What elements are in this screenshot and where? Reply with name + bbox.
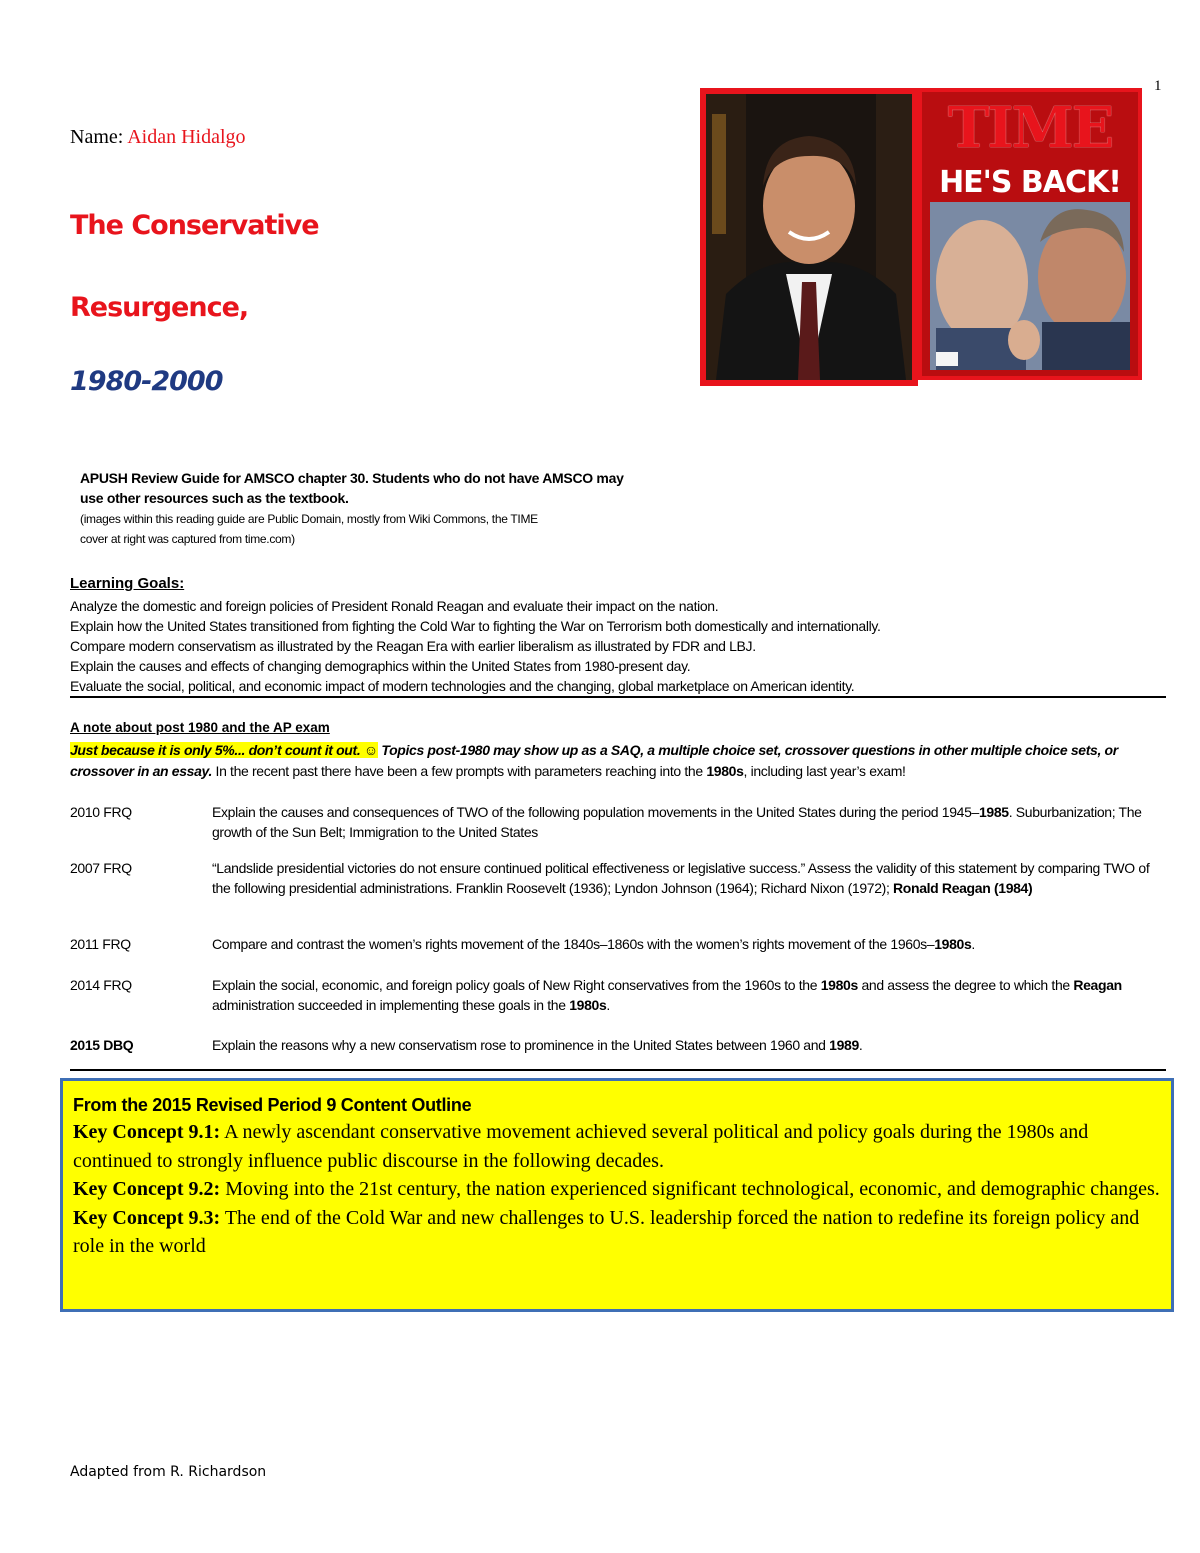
name-label: Name:	[70, 126, 124, 148]
key-concept: Key Concept 9.2: Moving into the 21st century, the nation experienced significant technological, economic, and demographic changes.	[73, 1178, 1160, 1200]
student-name: Aidan Hidalgo	[127, 126, 246, 148]
reagan-portrait	[700, 88, 918, 386]
image-credit	[80, 509, 640, 549]
learning-goal: Explain how the United States transitioned from fighting the Cold War to fighting the War on Terrorism both domestically and internationally.	[70, 618, 881, 634]
content-outline-box	[60, 1078, 1174, 1312]
note-paragraph	[70, 740, 1170, 782]
frq-prompt: Explain the reasons why a new conservatism rose to prominence in the United States between 1960 and 1989.	[212, 1037, 863, 1053]
reagan-portrait-illustration	[706, 94, 912, 380]
learning-goals-heading: Learning Goals:	[70, 575, 185, 592]
learning-goal: Explain the causes and effects of changing demographics within the United States from 1980-present day.	[70, 658, 691, 674]
note-heading: A note about post 1980 and the AP exam	[70, 720, 330, 735]
credit-line-1: (images within this reading guide are Public Domain, mostly from Wiki Commons, the TIME	[80, 512, 538, 526]
note-rest-bold: 1980s	[706, 763, 744, 779]
frq-label: 2015 DBQ	[70, 1037, 134, 1053]
time-magazine-cover	[918, 88, 1142, 380]
learning-goal: Analyze the domestic and foreign policies of President Ronald Reagan and evaluate their impact on the nation.	[70, 598, 719, 614]
frq-prompt: Explain the social, economic, and foreign policy goals of New Right conservatives from the 1960s to the 1980s and assess the degree to which the Reagan administration succeeded in implementing these goals in the 1980s.	[212, 977, 1122, 1013]
time-masthead: TIME	[947, 95, 1113, 161]
frq-label: 2014 FRQ	[70, 977, 132, 993]
student-name-line	[70, 126, 246, 149]
frq-prompt: “Landslide presidential victories do not ensure continued political effectiveness or legislative success.” Assess the validity of this statement by comparing TWO of the following presidential administrations. Franklin Roosevelt (1936); Lyndon Johnson (1964); Richard Nixon (1972); Ronald Reagan (1984)	[212, 860, 1150, 896]
section-divider	[70, 1069, 1166, 1071]
review-line-2: use other resources such as the textbook.	[80, 490, 349, 506]
content-outline-heading: From the 2015 Revised Period 9 Content Outline	[73, 1095, 472, 1115]
review-intro	[80, 468, 680, 508]
frq-prompt: Explain the causes and consequences of TWO of the following population movements in the United States during the period 1945–1985. Suburbanization; The growth of the Sun Belt; Immigration to the United States	[212, 804, 1142, 840]
learning-goal: Compare modern conservatism as illustrated by the Reagan Era with earlier liberalism as illustrated by FDR and LBJ.	[70, 638, 756, 654]
time-headline: HE'S BACK!	[939, 165, 1121, 200]
key-concept: Key Concept 9.3: The end of the Cold War and new challenges to U.S. leadership forced the nation to redefine its foreign policy and role in the world	[73, 1206, 1140, 1257]
frq-label: 2010 FRQ	[70, 804, 132, 820]
frq-label: 2007 FRQ	[70, 860, 132, 876]
title-line-2: Resurgence,	[70, 292, 249, 323]
note-rest: In the recent past there have been a few prompts with parameters reaching into the	[211, 763, 707, 779]
learning-goal: Evaluate the social, political, and economic impact of modern technologies and the changing, global marketplace on American identity.	[70, 678, 855, 694]
page-number: 1	[1154, 78, 1162, 94]
learning-goals-list	[70, 596, 1170, 696]
section-divider	[70, 696, 1166, 698]
review-line-1: APUSH Review Guide for AMSCO chapter 30. Students who do not have AMSCO may	[80, 470, 624, 486]
note-rest-end: , including last year’s exam!	[743, 763, 906, 779]
credit-line-2: cover at right was captured from time.com)	[80, 532, 295, 546]
note-emphasis: Topics post-1980 may show up as a SAQ, a multiple choice set, crossover questions in other multiple choice sets, or crossover in an essay.	[70, 742, 1118, 779]
frq-label: 2011 FRQ	[70, 936, 131, 952]
note-highlight: Just because it is only 5%... don’t count it out. ☺	[70, 742, 378, 758]
frq-prompt: Compare and contrast the women’s rights movement of the 1840s–1860s with the women’s rights movement of the 1960s–1980s.	[212, 936, 975, 952]
footer-attribution: Adapted from R. Richardson	[70, 1464, 267, 1480]
title-line-1: The Conservative	[70, 210, 319, 241]
title-years: 1980-2000	[70, 366, 223, 397]
key-concept: Key Concept 9.1: A newly ascendant conservative movement achieved several political and policy goals during the 1980s and continued to strongly influence public discourse in the following decades.	[73, 1121, 1089, 1172]
